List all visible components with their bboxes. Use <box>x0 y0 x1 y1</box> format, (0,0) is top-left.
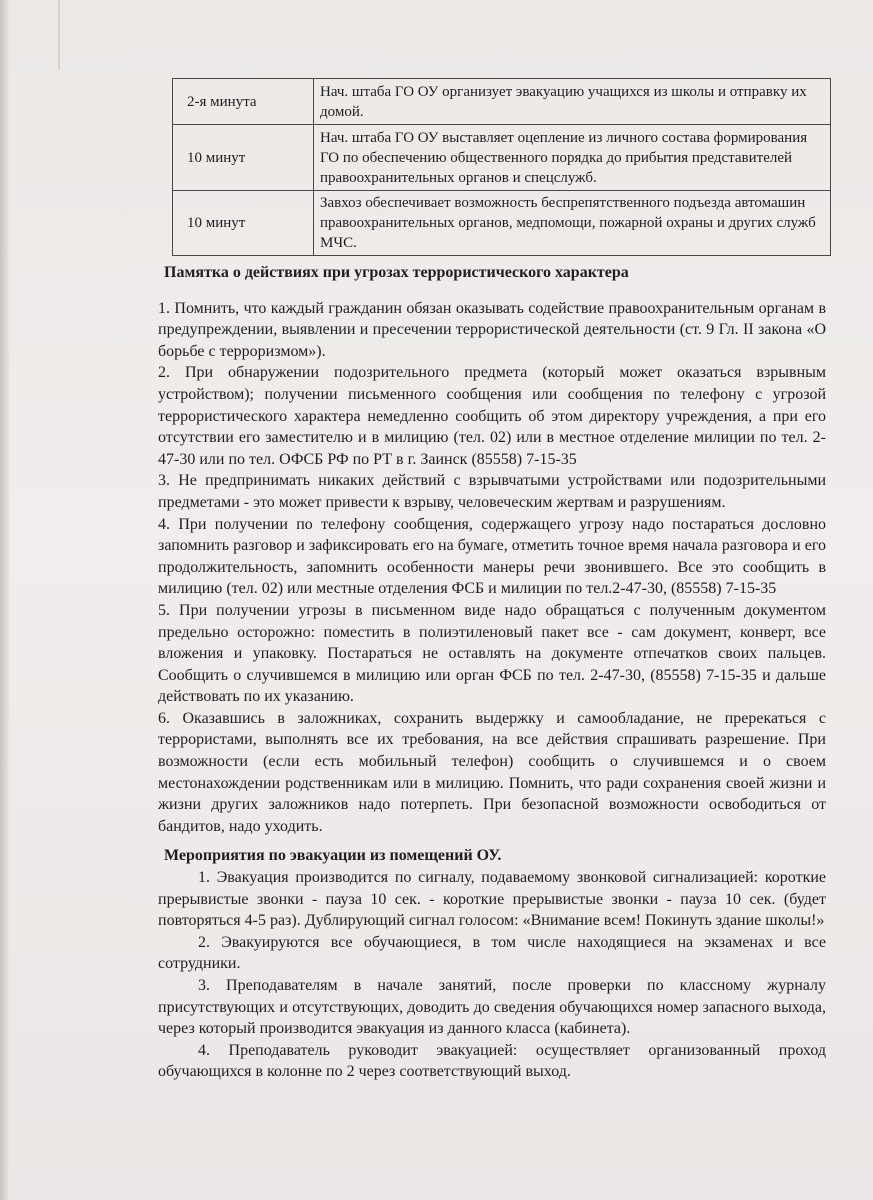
document-body <box>158 262 826 1083</box>
time-cell: 10 минут <box>173 191 314 256</box>
memo-item: 2. При обнаружении подозрительного предмета (который может оказаться взрывным устройством); получении письменного сообщения или сообщения по телефону с угрозой террористического характера немедленно сообщить об этом директору учреждения, а при его отсутствии его заместителю и в милицию (тел. 02) или в местное отделение милиции по тел. 2-47-30 или по тел. ОФСБ РФ по РТ в г. Заинск (85558) 7-15-35 <box>158 364 826 468</box>
time-cell: 2-я минута <box>173 79 314 125</box>
memo-title: Памятка о действиях при угрозах террористического характера <box>164 264 629 281</box>
memo-item: 5. При получении угрозы в письменном виде надо обращаться с полученным документом предельно осторожно: поместить в полиэтиленовый пакет все - сам документ, конверт, все вложения и упаковку. Постараться не оставлять на документе отпечатков своих пальцев. Сообщить о случившемся в милицию или орган ФСБ по тел. 2-47-30, (85558) 7-15-35 и дальше действовать по их указанию. <box>158 601 826 706</box>
action-cell: Нач. штаба ГО ОУ организует эвакуацию учащихся из школы и отправку их домой. <box>314 79 831 125</box>
memo-item: 1. Помнить, что каждый гражданин обязан оказывать содействие правоохранительным органам в предупреждении, выявлении и пресечении террористической деятельности (ст. 9 Гл. II закона «О борьбе с терроризмом»). <box>158 299 826 360</box>
page-fold-mark <box>58 0 60 70</box>
evacuation-timeline-table <box>172 78 831 256</box>
table-row <box>173 191 831 256</box>
table-row <box>173 125 831 191</box>
action-cell: Нач. штаба ГО ОУ выставляет оцепление из личного состава формирования ГО по обеспечению общественного порядка до прибытия представителей правоохранительных органов и спецслужб. <box>314 125 831 191</box>
memo-item: 6. Оказавшись в заложниках, сохранить выдержку и самообладание, не пререкаться с террористами, выполнять все их требования, на все действия спрашивать разрешение. При возможности (если есть мобильный телефон) сообщить о случившемся и о своем местонахождении родственникам или в милицию. Помнить, что ради сохранения своей жизни и жизни других заложников надо потерпеть. При безопасной возможности освободиться от бандитов, надо уходить. <box>158 709 826 835</box>
evacuation-item: 1. Эвакуация производится по сигналу, подаваемому звонковой сигнализацией: короткие прерывистые звонки - пауза 10 сек. - короткие прерывистые звонки - пауза 10 сек. (будет повторяться 4-5 раз). Дублирующий сигнал голосом: «Внимание всем! Покинуть здание школы!» <box>158 869 826 930</box>
memo-item: 3. Не предпринимать никаких действий с взрывчатыми устройствами или подозрительными предметами - это может привести к взрыву, человеческим жертвам и разрушениям. <box>158 472 826 511</box>
action-cell: Завхоз обеспечивает возможность беспрепятственного подъезда автомашин правоохранительных органов, медпомощи, пожарной охраны и других служб МЧС. <box>314 191 831 256</box>
evacuation-item: 4. Преподаватель руководит эвакуацией: осуществляет организованный проход обучающихся в колонне по 2 через соответствующий выход. <box>158 1041 826 1081</box>
evacuation-item: 3. Преподавателям в начале занятий, после проверки по классному журналу присутствующих и отсутствующих, доводить до сведения обучающихся номер запасного выхода, через который производится эвакуация из данного класса (кабинета). <box>158 977 826 1038</box>
evacuation-item: 2. Эвакуируются все обучающиеся, в том числе находящиеся на экзаменах и все сотрудники. <box>158 933 826 973</box>
table-row <box>173 79 831 125</box>
time-cell: 10 минут <box>173 125 314 191</box>
page-edge-shadow <box>0 0 10 1200</box>
memo-item: 4. При получении по телефону сообщения, содержащего угрозу надо постараться дословно запомнить разговор и зафиксировать его на бумаге, отметить точное время начала разговора и его продолжительность, запомнить особенности манеры речи звонившего. Все это сообщить в милицию (тел. 02) или местные отделения ФСБ и милиции по тел.2-47-30, (85558) 7-15-35 <box>158 515 826 598</box>
evacuation-title: Мероприятия по эвакуации из помещений ОУ. <box>164 847 502 865</box>
